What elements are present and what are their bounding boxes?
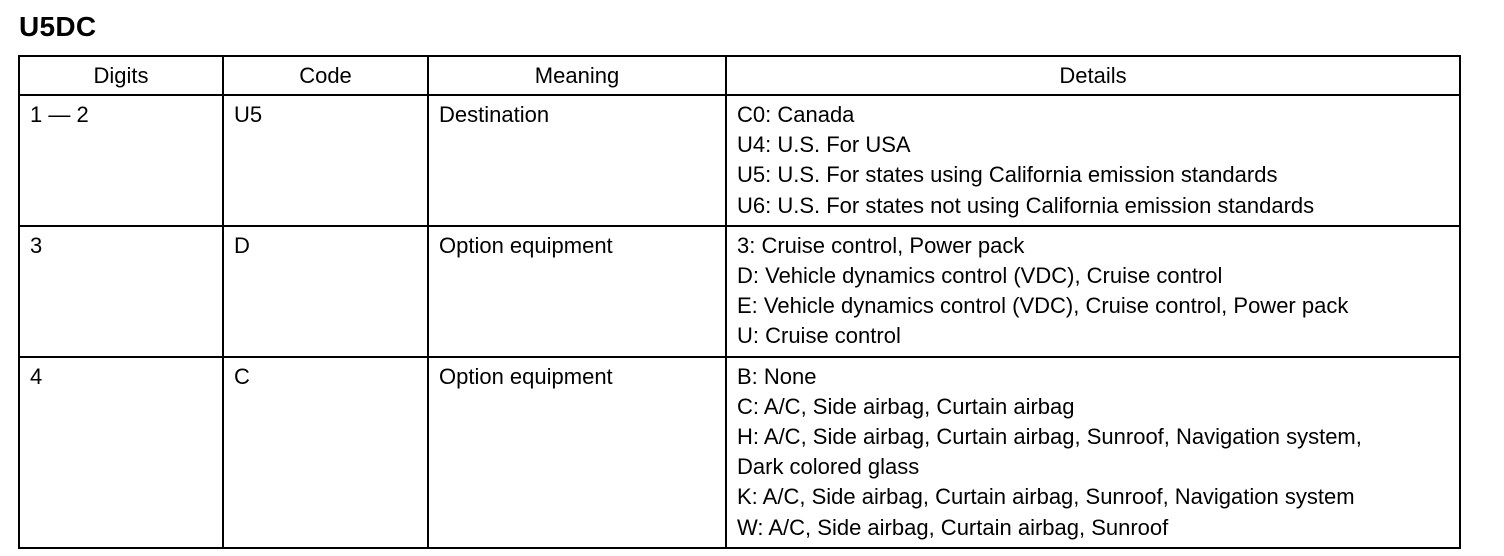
- cell-meaning: Option equipment: [428, 357, 726, 548]
- cell-details: [726, 357, 1460, 548]
- detail-line: Dark colored glass: [737, 454, 920, 480]
- detail-line: D: Vehicle dynamics control (VDC), Cruise control: [737, 263, 1223, 289]
- cell-code: D: [223, 226, 428, 357]
- detail-line: B: None: [737, 363, 817, 389]
- detail-line: U5: U.S. For states using California emission standards: [737, 162, 1278, 188]
- table-header-row: [19, 56, 1460, 95]
- detail-line: U4: U.S. For USA: [737, 132, 911, 158]
- detail-line: C0: Canada: [737, 102, 855, 127]
- detail-line: 3: Cruise control, Power pack: [737, 232, 1025, 258]
- cell-digits: 1 — 2: [19, 95, 223, 226]
- detail-line: H: A/C, Side airbag, Curtain airbag, Sunroof, Navigation system,: [737, 424, 1362, 450]
- document-title: U5DC: [19, 11, 97, 42]
- header-digits: Digits: [19, 56, 223, 95]
- header-details: Details: [726, 56, 1460, 95]
- detail-line: E: Vehicle dynamics control (VDC), Cruise control, Power pack: [737, 293, 1349, 319]
- detail-line: U: Cruise control: [737, 323, 901, 349]
- cell-digits: 3: [19, 226, 223, 357]
- header-code: Code: [223, 56, 428, 95]
- table-row: [19, 357, 1460, 548]
- detail-line: K: A/C, Side airbag, Curtain airbag, Sunroof, Navigation system: [737, 484, 1355, 510]
- cell-digits: 4: [19, 357, 223, 548]
- table-row: [19, 226, 1460, 357]
- detail-line: U6: U.S. For states not using California emission standards: [737, 192, 1315, 218]
- cell-details: [726, 226, 1460, 357]
- cell-meaning: Destination: [428, 95, 726, 226]
- detail-line: W: A/C, Side airbag, Curtain airbag, Sunroof: [737, 514, 1169, 540]
- cell-code: U5: [223, 95, 428, 226]
- cell-meaning: Option equipment: [428, 226, 726, 357]
- detail-line: C: A/C, Side airbag, Curtain airbag: [737, 393, 1075, 419]
- cell-details: [726, 95, 1460, 226]
- cell-code: C: [223, 357, 428, 548]
- header-meaning: Meaning: [428, 56, 726, 95]
- code-spec-table: [18, 55, 1461, 549]
- table-row: [19, 95, 1460, 226]
